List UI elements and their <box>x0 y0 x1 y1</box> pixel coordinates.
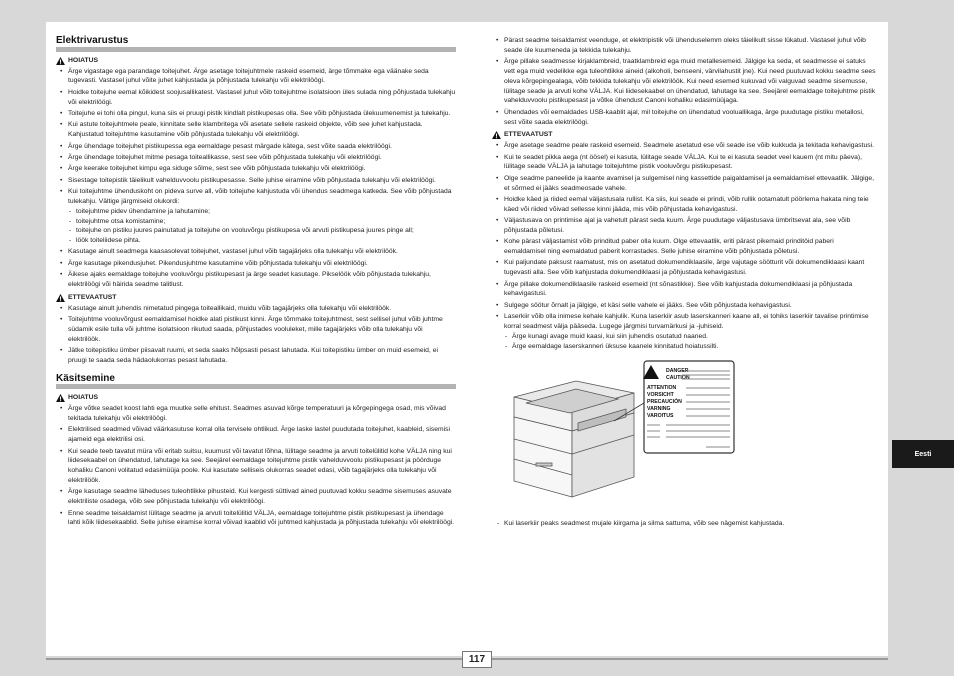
printer-laser-label-illustration <box>506 359 736 509</box>
label-word: VORSICHT <box>647 392 674 399</box>
section-title-handling: Käsitsemine <box>56 374 456 390</box>
list-item: • Elektrilised seadmed võivad väärkasutuse korral olla tervisele ohtlikud. Ärge laske lastel puudutada toitejuhet, kaableid, sisemisi ajameid ega elektrilisi osi. <box>68 425 456 445</box>
list-item: • Hoidke toitejuhe eemal kõikidest soojusallikatest. Vastasel juhul võib toitejuhtme isolatsioon üles sulada ning põhjustada tulekahju või elektrilöögi. <box>68 88 456 108</box>
label-word: CAUTION <box>666 375 690 382</box>
sub-list-item: - toitejuhtme pidev ühendamine ja lahutamine; <box>76 207 456 217</box>
right-column <box>492 36 876 529</box>
list-item: • Jätke toitepistiku ümber piisavalt ruumi, et seda saaks hõlpsasti pesast lahutada. Kui toitepistiku ümber on muid esemeid, ei pruugi te saada seda hädaolukorras pesast lahutada. <box>68 346 456 366</box>
list-item: • Toitejuhe ei tohi olla pingul, kuna siis ei pruugi pistik kindlalt pistikupesas olla. See võib põhjustada ülekuumenemist ja tulekahju. <box>68 109 456 119</box>
list-item: • Ärge asetage seadme peale raskeid esemeid. Seadmele asetatud ese või seade ise võib kukkuda ja tekitada kehavigastusi. <box>504 141 876 151</box>
manual-page <box>46 22 888 656</box>
list-item: • Ärge pillake dokumendiklaasile raskeid esemeid (nt sõnastikke). See võib kahjustada dokumendiklaasi ja põhjustada kehavigastusi. <box>504 280 876 300</box>
sub-list-item: - Ärge kunagi avage muid kaasi, kui siin juhendis osutatud naaned. <box>512 332 876 342</box>
warning-list <box>56 67 456 290</box>
sub-list-item: - toitejuhe on pistiku juures painutatud ja toitejuhe on vooluvõrgu pistikupesa või arvuti pistikupesa juures pinge all; <box>76 226 456 236</box>
caution-label: ETTEVAATUST <box>504 131 553 139</box>
warning-heading <box>56 393 456 403</box>
list-item: • Ärge kasutage pikendusjuhet. Pikendusjuhtme kasutamine võib põhjustada tulekahju või elektrilöögi. <box>68 259 456 269</box>
label-word: VARNING <box>647 406 671 413</box>
label-word: VAROITUS <box>647 413 674 420</box>
list-item: • Ärge pillake seadmesse kirjaklambreid, traatklambreid ega muid metallesemeid. Jälgige ka seda, et seadmesse ei satuks vett ega muid vedelikke ega tuleohtlikke aineid (alkoholi, benseeni, värvilahustit jne). Kui need puutuvad kokku seadme sees oleva kõrgepingealaga, võib tekkida tulekahju või elektrilöök. Kui need esemed kukuvad või valguvad seadme sisemusse, lülitage seade ja arvuti kohe VÄLJA. Kui liidesekaabel on ühendatud, lahutage ka see. Seejärel eemaldage toitejuhtme pistik vahelduvvoolu pistikupesast ja võtke ühendust Canoni kohaliku edasimüüjaga. <box>504 57 876 106</box>
warning-list <box>56 404 456 528</box>
list-item: • Kui paljundate paksust raamatust, mis on asetatud dokumendiklaasile, ärge vajutage söötturit või dokumendiklaasi kaant tugevasti alla. See võib kahjustada dokumendiklaasi ja põhjustada kehavigastusi. <box>504 258 876 278</box>
list-item: • Väljastusava on printimise ajal ja vahetult pärast seda kuum. Ärge puudutage väljastusava ümbritsevat ala, see võib põhjustada põletusi. <box>504 216 876 236</box>
printer-illustration <box>514 381 634 497</box>
caution-heading <box>492 130 876 140</box>
list-item: • Sulgege söötur õrnalt ja jälgige, et käsi selle vahele ei jääks. See võib põhjustada kehavigastusi. <box>504 301 876 311</box>
warning-icon <box>56 57 65 65</box>
list-item: • Äikese ajaks eemaldage toitejuhe vooluvõrgu pistikupesast ja ärge seadet kasutage. Pikselöök võib põhjustada tulekahju, elektrilöögi või häirida seadme talitlust. <box>68 270 456 290</box>
sub-list-item: - löök toiteliidese pihta. <box>76 236 456 246</box>
sub-list <box>68 207 456 246</box>
label-word: PRECAUCIÓN <box>647 399 682 406</box>
list-item: • Ärge kasutage seadme läheduses tuleohtlikke pihusteid. Kui kergesti süttivad ained puutuvad kokku seadme sisemuses asuvate elektriliste osadega, võib see põhjustada tulekahju või elektrilöögi. <box>68 487 456 507</box>
caution-heading <box>56 293 456 303</box>
page-number: 117 <box>462 651 492 668</box>
laser-item-text: Laserkiir võib olla inimese kehale kahjulik. Kuna laserkiir asub laserskanneri kaane all, ei tohiks laserkiir tavalise printimise korral seadmest välja pääseda. Lugege järgmisi turvamärkusi ja -juhiseid. <box>504 313 869 331</box>
warning-icon <box>56 394 65 402</box>
list-item: • Kui seade teeb tavatut müra või eritab suitsu, kuumust või tavatut lõhna, lülitage seadme ja arvuti toitelülitid kohe VÄLJA ning kui liidesekaabel on ühendatud, lahutage ka see. Seejärel eemaldage toitejuhtme pistik vahelduvvoolu pistikupesast ja pöörduge kohaliku Canoni volitatud edasimüüja poole. Kui kasutate selliseis olukorras seadet edasi, võib tagajärjeks olla tulekahju või elektrilöök. <box>68 447 456 486</box>
list-item: • Olge seadme paneelide ja kaante avamisel ja sulgemisel ning kassettide paigaldamisel ja eemaldamisel ettevaatlik. Jälgige, et sõrmed ei jääks seadmeosade vahele. <box>504 174 876 194</box>
list-item: • Kui astute toitejuhtmele peale, kinnitate selle klambritega või asetate sellele raskeid objekte, võib see juhet kahjustada. Kahjustatud toitejuhtme kasutamine võib põhjustada tulekahju või elektrilöögi. <box>68 120 456 140</box>
warning-list-continued <box>492 36 876 127</box>
label-word: DANGER <box>666 368 689 375</box>
figure-note <box>492 519 876 529</box>
caution-icon <box>492 131 501 139</box>
sub-list <box>496 519 876 529</box>
label-word: ATTENTION <box>647 385 677 392</box>
sub-list-item: - toitejuhtme otsa komistamine; <box>76 217 456 227</box>
sub-list-item: - Kui laserkiir peaks seadmest mujale kiirgama ja silma sattuma, võib see nägemist kahjustada. <box>504 519 876 529</box>
caution-label: ETTEVAATUST <box>68 293 117 301</box>
list-item: • Enne seadme teisaldamist lülitage seadme ja arvuti toitelülitid VÄLJA, eemaldage toitejuhtme pistik pistikupesast ja ühendage lahti kõik liidesekaablid. Selle juhise eiramise korral võivad kaablid või juhtmed kahjustada ja põhjustada tulekahju või elektrilöögi. <box>68 509 456 529</box>
warning-label: HOIATUS <box>68 56 99 64</box>
list-item: • Ärge vigastage ega parandage toitejuhet. Ärge asetage toitejuhtmele raskeid esemeid, ärge tõmmake ega väänake seda tugevasti. Vastasel juhul võite juhet kahjustada ja põhjustada tulekahju või elektrilöögi. <box>68 67 456 87</box>
list-item: • Ärge ühendage toitejuhet mitme pesaga toiteallikasse, sest see võib põhjustada tulekahju või elektrilöögi. <box>68 153 456 163</box>
list-item: • Ühendades või eemaldades USB-kaablit ajal, mil toitejuhe on ühendatud vooluallikaga, ärge puudutage pistiku metallosi, sest võite saada elektrilöögi. <box>504 108 876 128</box>
list-item: • Hoidke käed ja riided eemal väljastusala rullist. Ka siis, kui seade ei prindi, võib rullik ootamatult pöörlema hakata ning teie käed või riided võivad sellesse kinni jääda, mis võib põhjustada kehavigastusi. <box>504 195 876 215</box>
list-item: • Pärast seadme teisaldamist veenduge, et elektripistik või ühenduselemm oleks täielikult sisse lükatud. Vastasel juhul võib seade üle kuumeneda ja tekkida tulekahju. <box>504 36 876 56</box>
sub-list <box>504 332 876 352</box>
list-item: • Kui te seadet pikka aega (nt öösel) ei kasuta, lülitage seade VÄLJA. Kui te ei kasuta seadet veel kauem (nt mitu päeva), lülitage seade VÄLJA ja lahutage toitejuhtme pistik vooluvõrgu pistikupesast. <box>504 153 876 173</box>
caution-list <box>56 304 456 366</box>
list-item <box>68 187 456 246</box>
list-item: • Ärge ühendage toitejuhet pistikupessa ega eemaldage pesast märgade kätega, sest võite saada elektrilöögi. <box>68 142 456 152</box>
list-item: • Sisestage toitepistik täielikult vahelduvvoolu pistikupesasse. Selle juhise eiramine võib põhjustada tulekahju või elektrilöögi. <box>68 176 456 186</box>
language-tab: Eesti <box>892 440 954 468</box>
list-item: • Ärge võtke seadet koost lahti ega muutke selle ehitust. Seadmes asuvad kõrge temperatuuri ja kõrgepingega osad, mis võivad tekitada tulekahju või elektrilöögi. <box>68 404 456 424</box>
list-item <box>504 312 876 351</box>
caution-icon <box>56 294 65 302</box>
list-item: • Toitejuhtme vooluvõrgust eemaldamisel hoidke alati pistikust kinni. Ärge tõmmake toitejuhtmest, sest sellisel juhul võib juhtme südamik esile tulla või juhtme isolatsioon rikutud saada, põhjustades vooluleket, mille tagajärjeks võib olla tulekahju või elektrilöök. <box>68 315 456 344</box>
left-column <box>56 22 456 530</box>
warning-heading <box>56 56 456 66</box>
caution-list <box>492 141 876 351</box>
cord-item-text: Kui toitejuhtme ühenduskoht on pideva surve all, võib toitejuhe kahjustuda või ühendus seadmega katkeda. See võib põhjustada tulekahju. Vältige järgmiseid olukordi: <box>68 188 452 205</box>
sub-list-item: - Ärge eemaldage laserskanneri üksuse kaanele kinnitatud hoiatussilti. <box>512 342 876 352</box>
list-item: • Kasutage ainult juhendis nimetatud pingega toiteallikaid, muidu võib tagajärjeks olla tulekahju või elektrilöök. <box>68 304 456 314</box>
list-item: • Ärge keerake toitejuhet kimpu ega siduge sõlme, sest see võib põhjustada tulekahju või elektrilöögi. <box>68 164 456 174</box>
list-item: • Kasutage ainult seadmega kaasasolevat toitejuhet, vastasel juhul võib tagajärjeks olla tulekahju või elektrilöök. <box>68 247 456 257</box>
list-item: • Kohe pärast väljastamist võib prinditud paber olla kuum. Olge ettevaatlik, eriti pärast pikemaid prinditöid paberi eemaldamisel ning eemaldatud paberit korrastades. Selle juhise eiramine võib põhjustada põletusi. <box>504 237 876 257</box>
warning-label: HOIATUS <box>68 394 99 402</box>
section-title-electrical: Elektrivarustus <box>56 36 456 52</box>
